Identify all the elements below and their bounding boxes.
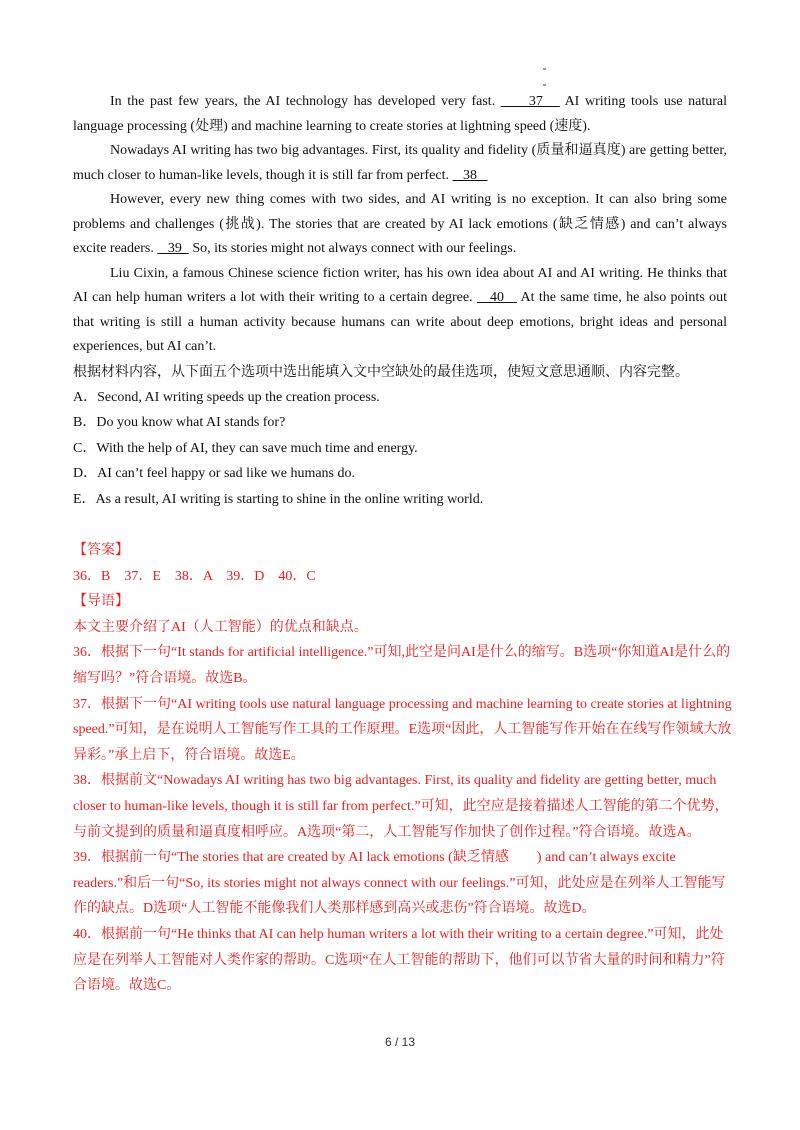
- paragraph-4: Liu Cixin, a famous Chinese science fiction writer, has his own idea about AI and AI writing. He thinks that AI can help human writers a lot with their writing to a certain degree. 40 At the same time, he also points out that writing is still a human activity because humans can write about deep emotions, bright ideas and personal experiences, but AI can’t.: [73, 265, 727, 354]
- option-d: D．AI can’t feel happy or sad like we humans do.: [73, 466, 355, 481]
- paragraph-2: Nowadays AI writing has two big advantages. First, its quality and fidelity (质量和逼真度) are getting better, much closer to human-like levels, though it is still far from perfect. 38: [73, 143, 727, 183]
- option-a: A．Second, AI writing speeds up the creation process.: [73, 389, 380, 405]
- blank-39: 39: [157, 241, 189, 256]
- guide-heading: 【导语】: [73, 594, 129, 610]
- analysis-36: 36．根据下一句“It stands for artificial intelligence.”可知,此空是问AI是什么的缩写。B选项“你知道AI是什么的缩写吗？”符合语境。故选B。: [73, 645, 731, 686]
- analysis-38: 38．根据前文“Nowadays AI writing has two big advantages. First, its quality and fidelity are getting better, much closer to human-like levels, though it is still far from perfect.”可知，此空应是接着描述人工智能的第二个优势，与前文提到的质量和逼真度相呼应。A选项“第二，人工智能写作加快了创作过程。”符合语境。故选A。: [73, 773, 729, 840]
- option-c: C．With the help of AI, they can save much time and energy.: [73, 440, 418, 456]
- paragraph-1: In the past few years, the AI technology has developed very fast. 37 AI writing tools use natural language processing (处理) and machine learning to create stories at lightning speed (速度).: [73, 94, 728, 134]
- page-number: 6 / 13: [384, 1035, 416, 1049]
- blank-37: 37: [500, 94, 560, 109]
- answer-section: [73, 538, 733, 999]
- scan-dot: [543, 84, 546, 86]
- analysis-40: 40．根据前一句“He thinks that AI can help human writers a lot with their writing to a certain degree.”可知，此处应是在列举人工智能对人类作家的帮助。C选项“在人工智能的帮助下，他们可以节省大量的时间和精力”符合语境。故选C。: [73, 926, 725, 994]
- option-e: E．As a result, AI writing is starting to shine in the online writing world.: [73, 491, 484, 507]
- answer-heading: 【答案】: [73, 543, 129, 558]
- passage: [73, 90, 727, 512]
- blank-38: 38: [452, 167, 488, 183]
- instruction: 根据材料内容，从下面五个选项中选出能填入文中空缺处的最佳选项，使短文意思通顺、内容完整。: [73, 364, 689, 380]
- paragraph-3: However, every new thing comes with two sides, and AI writing is no exception. It can also bring some problems and challenges (挑战). The stories that are created by AI lack emotions (缺乏情感) and can’t always excite readers. 39 So, its stories might not always connect with our feelings.: [73, 192, 727, 256]
- answer-key: 36．B 37．E 38．A 39．D 40．C: [73, 568, 316, 584]
- scan-dot: [543, 68, 546, 70]
- option-b: B．Do you know what AI stands for?: [73, 415, 286, 430]
- analysis-39: 39．根据前一句“The stories that are created by AI lack emotions (缺乏情感 ) and can’t always excite readers.”和后一句“So, its stories might not always connect with our feelings.”可知，此处应是在列举人工智能写作的缺点。D选项“人工智能不能像我们人类那样感到高兴或悲伤”符合语境。故选D。: [73, 850, 726, 917]
- blank-40: 40: [476, 290, 517, 305]
- analysis-37: 37．根据下一句“AI writing tools use natural language processing and machine learning to create stories at lightning speed.”可知，是在说明人工智能写作工具的工作原理。E选项“因此，人工智能写作开始在在线写作领域大放异彩。”承上启下，符合语境。故选E。: [73, 696, 732, 763]
- analysis-summary: 本文主要介绍了AI（人工智能）的优点和缺点。: [73, 619, 368, 635]
